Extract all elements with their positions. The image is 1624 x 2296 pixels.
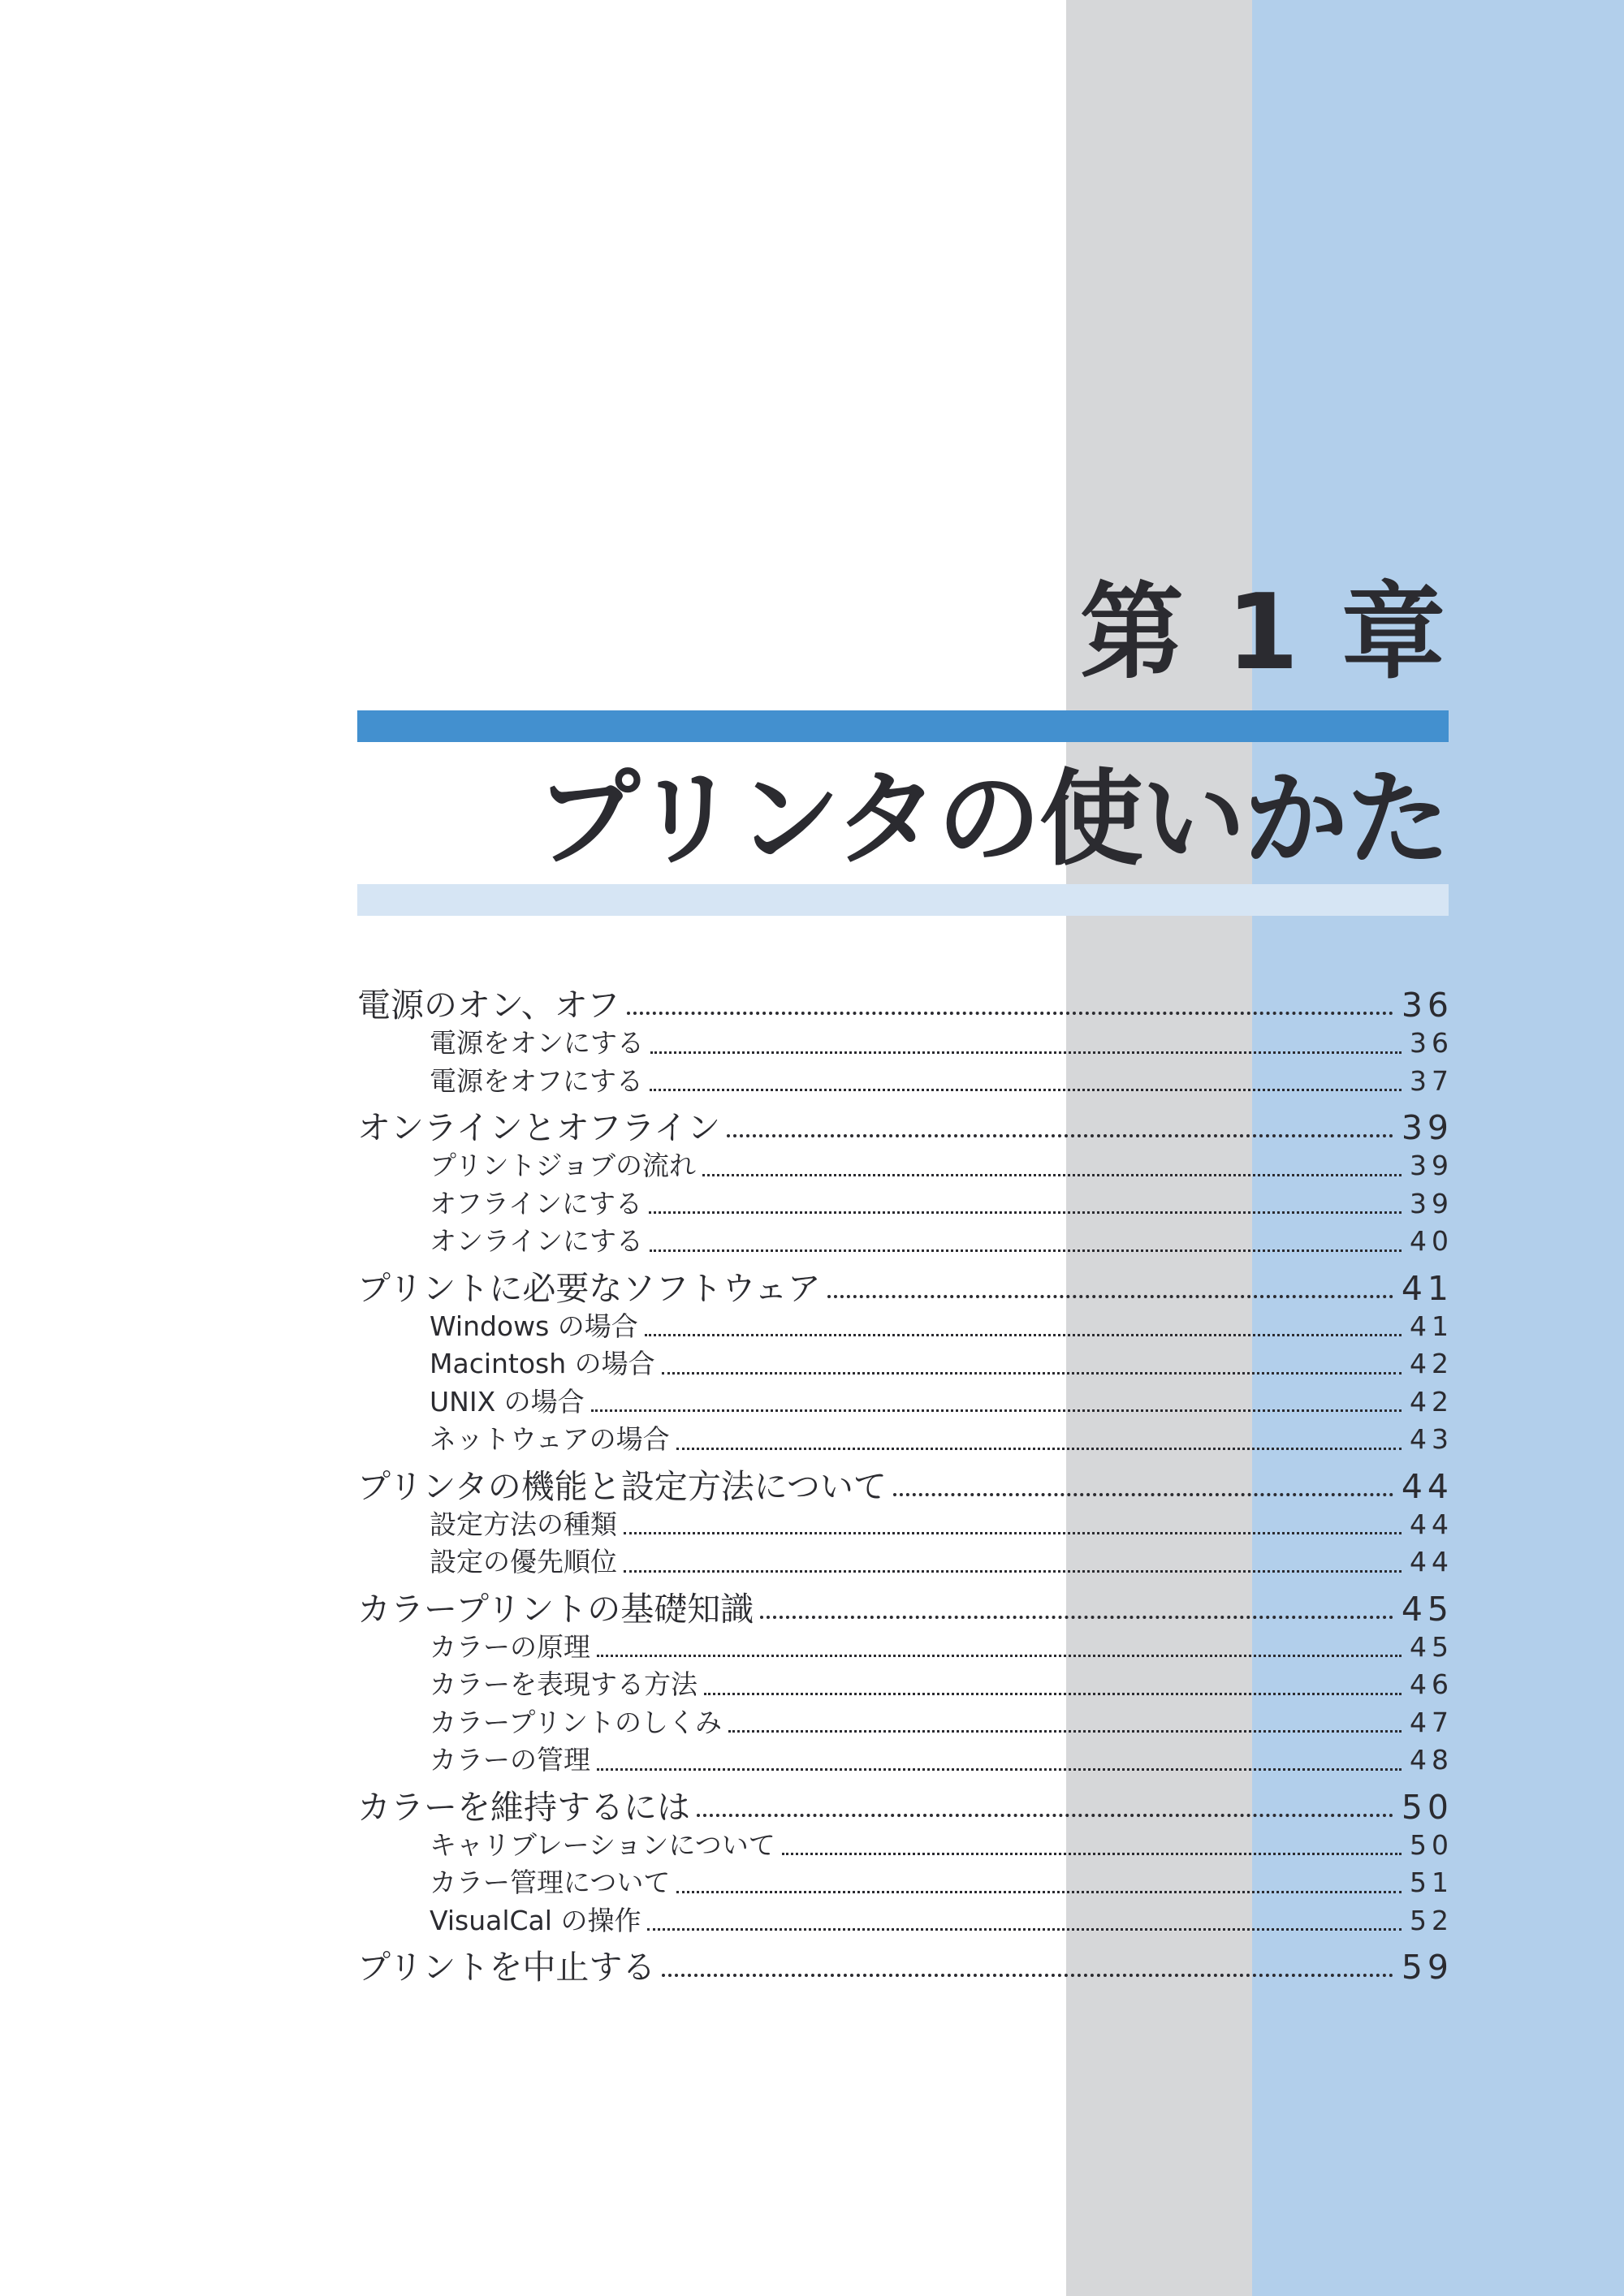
toc-subsection-entry[interactable] bbox=[357, 1025, 1453, 1063]
chapter-number: 第 1 章 bbox=[1079, 572, 1449, 693]
toc-page-number: 51 bbox=[1410, 1867, 1453, 1898]
toc-subsection-entry[interactable] bbox=[357, 1345, 1453, 1383]
toc-dot-leader bbox=[727, 1134, 1393, 1137]
table-of-contents bbox=[357, 978, 1453, 1987]
toc-entry-label: キャリブレーションについて bbox=[430, 1828, 775, 1861]
toc-section-entry[interactable] bbox=[357, 1940, 1453, 1987]
toc-subsection-entry[interactable] bbox=[357, 1223, 1453, 1261]
toc-dot-leader bbox=[662, 1372, 1402, 1375]
toc-page-number: 48 bbox=[1410, 1744, 1453, 1776]
toc-dot-leader bbox=[650, 1089, 1402, 1091]
toc-entry-label: カラープリントの基礎知識 bbox=[357, 1589, 754, 1629]
toc-dot-leader bbox=[704, 1693, 1402, 1695]
toc-dot-leader bbox=[627, 1012, 1393, 1015]
toc-section-entry[interactable] bbox=[357, 1261, 1453, 1308]
toc-entry-label: 電源のオン、オフ bbox=[357, 986, 620, 1025]
toc-page-number: 39 bbox=[1410, 1187, 1453, 1219]
header-rule-light bbox=[357, 884, 1449, 916]
toc-entry-label: カラープリントのしくみ bbox=[430, 1706, 723, 1738]
toc-page-number: 44 bbox=[1410, 1546, 1453, 1577]
toc-dot-leader bbox=[760, 1616, 1393, 1619]
toc-page-number: 42 bbox=[1410, 1385, 1453, 1418]
toc-subsection-entry[interactable] bbox=[357, 1666, 1453, 1704]
toc-dot-leader bbox=[650, 1051, 1402, 1054]
toc-subsection-entry[interactable] bbox=[357, 1185, 1453, 1224]
toc-section-entry[interactable] bbox=[357, 1459, 1453, 1506]
toc-page-number: 39 bbox=[1410, 1150, 1453, 1181]
toc-dot-leader bbox=[650, 1249, 1402, 1252]
toc-subsection-entry[interactable] bbox=[357, 1506, 1453, 1544]
toc-dot-leader bbox=[597, 1768, 1402, 1771]
toc-dot-leader bbox=[702, 1174, 1402, 1176]
toc-entry-label: 設定の優先順位 bbox=[430, 1546, 617, 1577]
toc-page-number: 44 bbox=[1401, 1466, 1453, 1506]
toc-dot-leader bbox=[597, 1655, 1402, 1657]
toc-page-number: 41 bbox=[1401, 1268, 1453, 1308]
toc-dot-leader bbox=[728, 1730, 1402, 1733]
toc-dot-leader bbox=[649, 1211, 1402, 1214]
toc-dot-leader bbox=[662, 1974, 1393, 1977]
toc-page-number: 37 bbox=[1410, 1064, 1453, 1097]
toc-dot-leader bbox=[893, 1493, 1393, 1496]
toc-entry-label: プリンタの機能と設定方法について bbox=[357, 1466, 887, 1506]
toc-dot-leader bbox=[624, 1570, 1402, 1573]
toc-page-number: 44 bbox=[1410, 1508, 1453, 1540]
toc-entry-label: Macintosh の場合 bbox=[430, 1348, 655, 1379]
toc-subsection-entry[interactable] bbox=[357, 1063, 1453, 1101]
toc-page-number: 43 bbox=[1410, 1423, 1453, 1455]
toc-page-number: 50 bbox=[1410, 1828, 1453, 1861]
toc-entry-label: カラーを表現する方法 bbox=[430, 1668, 698, 1700]
toc-page-number: 45 bbox=[1401, 1589, 1453, 1629]
toc-dot-leader bbox=[697, 1814, 1393, 1817]
toc-section-entry[interactable] bbox=[357, 1100, 1453, 1147]
toc-subsection-entry[interactable] bbox=[357, 1704, 1453, 1742]
toc-entry-label: ネットウェアの場合 bbox=[430, 1423, 670, 1455]
header-rule-dark bbox=[357, 710, 1449, 742]
toc-page-number: 45 bbox=[1410, 1630, 1453, 1663]
toc-dot-leader bbox=[676, 1448, 1402, 1450]
toc-dot-leader bbox=[647, 1928, 1402, 1931]
toc-page-number: 40 bbox=[1410, 1225, 1453, 1257]
toc-page-number: 36 bbox=[1401, 986, 1453, 1025]
toc-entry-label: 電源をオフにする bbox=[430, 1064, 644, 1097]
toc-subsection-entry[interactable] bbox=[357, 1421, 1453, 1459]
toc-entry-label: オンラインとオフライン bbox=[357, 1108, 721, 1147]
toc-dot-leader bbox=[676, 1891, 1402, 1893]
toc-subsection-entry[interactable] bbox=[357, 1543, 1453, 1582]
toc-page-number: 47 bbox=[1410, 1706, 1453, 1738]
toc-page-number: 42 bbox=[1410, 1348, 1453, 1379]
toc-page-number: 52 bbox=[1410, 1904, 1453, 1936]
toc-dot-leader bbox=[782, 1853, 1402, 1855]
toc-page-number: 36 bbox=[1410, 1027, 1453, 1059]
toc-dot-leader bbox=[591, 1409, 1402, 1412]
toc-section-entry[interactable] bbox=[357, 1582, 1453, 1629]
toc-section-entry[interactable] bbox=[357, 1780, 1453, 1827]
toc-dot-leader bbox=[645, 1334, 1402, 1336]
toc-entry-label: Windows の場合 bbox=[430, 1310, 638, 1342]
toc-entry-label: プリントジョブの流れ bbox=[430, 1150, 697, 1181]
toc-subsection-entry[interactable] bbox=[357, 1383, 1453, 1422]
toc-subsection-entry[interactable] bbox=[357, 1308, 1453, 1346]
toc-section-entry[interactable] bbox=[357, 978, 1453, 1025]
toc-page-number: 59 bbox=[1401, 1948, 1453, 1987]
toc-dot-leader bbox=[827, 1295, 1393, 1298]
toc-entry-label: プリントに必要なソフトウェア bbox=[357, 1268, 821, 1308]
toc-page-number: 50 bbox=[1401, 1787, 1453, 1827]
toc-entry-label: VisualCal の操作 bbox=[430, 1904, 641, 1936]
toc-entry-label: オフラインにする bbox=[430, 1187, 643, 1219]
toc-page-number: 41 bbox=[1410, 1310, 1453, 1342]
toc-subsection-entry[interactable] bbox=[357, 1147, 1453, 1185]
toc-entry-label: UNIX の場合 bbox=[430, 1385, 585, 1418]
toc-page-number: 46 bbox=[1410, 1668, 1453, 1700]
toc-subsection-entry[interactable] bbox=[357, 1827, 1453, 1865]
toc-entry-label: 電源をオンにする bbox=[430, 1027, 644, 1059]
toc-entry-label: カラーの管理 bbox=[430, 1744, 590, 1776]
toc-entry-label: プリントを中止する bbox=[357, 1948, 656, 1987]
toc-entry-label: オンラインにする bbox=[430, 1225, 644, 1257]
toc-page-number: 39 bbox=[1401, 1108, 1453, 1147]
toc-entry-label: カラーを維持するには bbox=[357, 1787, 690, 1827]
chapter-title: プリンタの使いかた bbox=[536, 759, 1449, 880]
toc-subsection-entry[interactable] bbox=[357, 1864, 1453, 1902]
toc-subsection-entry[interactable] bbox=[357, 1629, 1453, 1667]
toc-subsection-entry[interactable] bbox=[357, 1902, 1453, 1940]
toc-entry-label: カラーの原理 bbox=[430, 1630, 590, 1663]
toc-subsection-entry[interactable] bbox=[357, 1741, 1453, 1780]
toc-entry-label: 設定方法の種類 bbox=[430, 1508, 617, 1540]
toc-entry-label: カラー管理について bbox=[430, 1867, 671, 1898]
toc-dot-leader bbox=[624, 1532, 1402, 1534]
